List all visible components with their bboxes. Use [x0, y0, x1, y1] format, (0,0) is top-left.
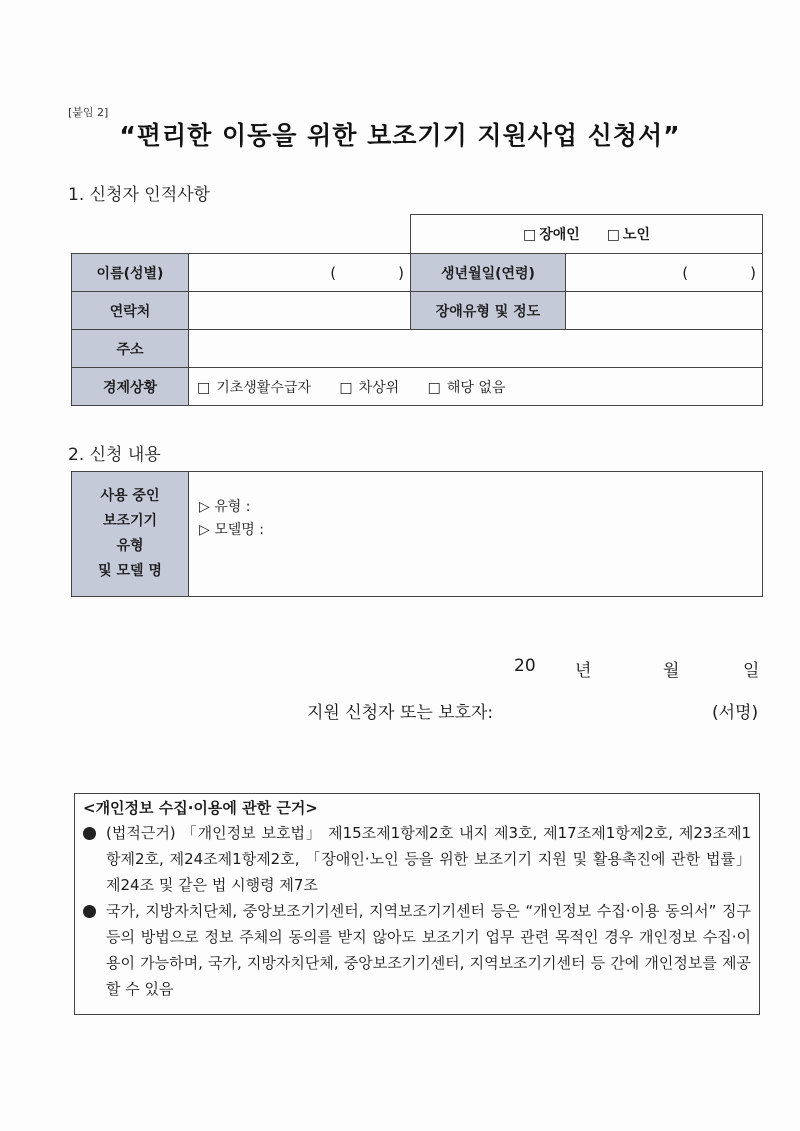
- triangle-right-icon: ▷: [199, 522, 210, 538]
- page-title: “편리한 이동을 위한 보조기기 지원사업 신청서”: [119, 121, 681, 150]
- checkbox-disabled[interactable]: □ 장애인: [523, 227, 580, 243]
- section2-heading: 2. 신청 내용: [68, 445, 161, 465]
- address-field[interactable]: [189, 330, 763, 368]
- date-year-label: 년: [575, 661, 592, 681]
- blank-cell: [72, 215, 411, 254]
- age-paren-open: (: [682, 263, 689, 282]
- checkbox-near-poverty[interactable]: □ 차상위: [339, 379, 400, 396]
- category-checkboxes: [411, 215, 763, 254]
- privacy-bullet: 국가, 지방자치단체, 중앙보조기기센터, 지역보조기기센터 등은 “개인정보 수집·이용 동의서” 징구 등의 방법으로 정보 주체의 동의를 받지 않아도 보조기기 업무 관련 목적인 경우 개인정보 수집·이용이 가능하며, 국가, 지방자치단체, 중앙보조기기센터, 지역보조기기센터 등 간에 개인정보를 제공할 수 있음: [83, 898, 751, 1002]
- device-model-field[interactable]: ▷ 모델명 :: [199, 522, 264, 538]
- bullet-dot-icon: [83, 827, 96, 840]
- disability-field[interactable]: [566, 292, 763, 330]
- birth-field[interactable]: [566, 254, 763, 292]
- privacy-bullet: (법적근거) 「개인정보 보호법」 제15조제1항제2호 내지 제3호, 제17조제1항제2호, 제23조제1항제2호, 제24조제1항제2호, 「장애인·노인 등을 위한 보조기기 지원 및 활용촉진에 관한 법률」 제24조 및 같은 법 시행령 제7조: [83, 820, 751, 898]
- name-field[interactable]: [189, 254, 411, 292]
- address-label: 주소: [72, 330, 189, 368]
- privacy-notice-title: <개인정보 수집·이용에 관한 근거>: [83, 799, 318, 817]
- device-fields[interactable]: [189, 472, 763, 597]
- age-paren-close: ): [750, 263, 757, 282]
- gender-paren-close: ): [398, 263, 404, 282]
- contact-label: 연락처: [72, 292, 189, 330]
- applicant-label: 지원 신청자 또는 보호자:: [307, 703, 494, 723]
- section1-heading: 1. 신청자 인적사항: [68, 185, 210, 205]
- economic-options: [189, 368, 763, 406]
- name-label: 이름(성별): [72, 254, 189, 292]
- birth-label: 생년월일(연령): [411, 254, 566, 292]
- disability-label: 장애유형 및 정도: [411, 292, 566, 330]
- triangle-right-icon: ▷: [199, 499, 210, 515]
- checkbox-basic-livelihood[interactable]: □ 기초생활수급자: [197, 379, 311, 396]
- privacy-notice-box: [74, 793, 760, 1015]
- checkbox-elderly[interactable]: □ 노인: [606, 227, 650, 243]
- gender-paren-open: (: [330, 263, 337, 282]
- date-day-label: 일: [743, 661, 760, 681]
- attachment-label: [붙임 2]: [68, 106, 109, 119]
- bullet-dot-icon: [83, 905, 96, 918]
- contact-field[interactable]: [189, 292, 411, 330]
- device-info-table: [71, 471, 763, 597]
- date-year-prefix: 20: [514, 656, 536, 676]
- checkbox-not-applicable[interactable]: □ 해당 없음: [427, 379, 506, 396]
- signature-field[interactable]: (서명): [712, 703, 759, 723]
- date-month-label: 월: [663, 661, 680, 681]
- device-type-field[interactable]: ▷ 유형 :: [199, 499, 251, 515]
- economic-label: 경제상황: [72, 368, 189, 406]
- device-label: 사용 중인 보조기기 유형 및 모델 명: [72, 472, 189, 597]
- applicant-info-table: [71, 214, 763, 406]
